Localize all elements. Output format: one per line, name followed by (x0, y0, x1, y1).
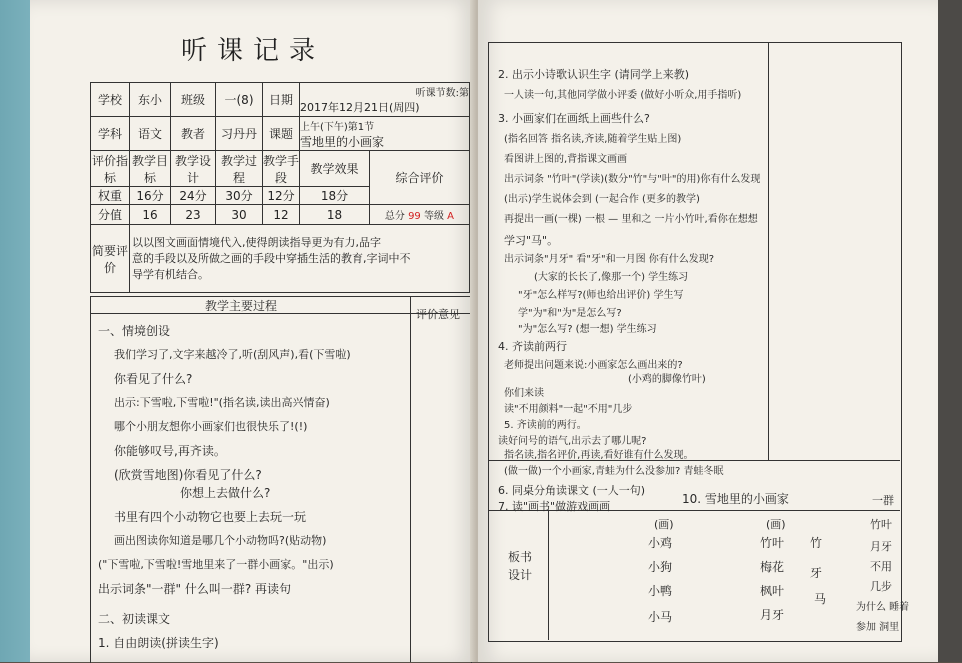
class-value: 一(8) (216, 83, 263, 117)
right-line-17: (小鸡的脚像竹叶) (628, 374, 706, 385)
board-col4-item-4: 几步 (870, 580, 892, 593)
right-line-5: 看图讲上图的,背指课文画画 (504, 154, 628, 165)
score-4: 12 (263, 205, 300, 225)
right-opinion-divider (768, 42, 769, 460)
right-page (478, 0, 938, 662)
score-5: 18 (300, 205, 370, 225)
board-label: 板书设计 (508, 550, 533, 582)
right-line-16: 老师提出问题来说:小画家怎么画出来的? (504, 360, 683, 371)
period: 上午(下午)第1节 (300, 121, 375, 133)
right-line-2: 一人读一句,其他同学做小评委 (做好小听众,用手指听) (504, 90, 742, 101)
eval-label: 评价指标 (91, 151, 130, 187)
board-col1-head: (画) (654, 518, 674, 531)
opinion-header: 评价意见 (416, 308, 460, 321)
board-col2-item-2: 梅花 (760, 560, 785, 574)
right-line-8: 再提出一画(一棵) 一根 — 里和之 一片小竹叶,看你在想想 (504, 214, 758, 225)
process-header-line (90, 313, 470, 314)
right-line-13: 学"为"和"为"是怎么写? (518, 308, 622, 319)
left-line-4: 出示:下雪啦,下雪啦!"(指名读,读出高兴情奋) (114, 396, 330, 409)
weight-4: 12分 (263, 187, 300, 205)
board-col1-item-4: 小马 (648, 610, 673, 624)
teacher-label: 教者 (171, 117, 216, 151)
school-label: 学校 (91, 83, 130, 117)
left-line-7: (欣赏雪地图)你看见了什么? (114, 468, 262, 482)
weight-3: 30分 (216, 187, 263, 205)
comment-text (130, 225, 470, 293)
right-line-20: 5. 齐读前的两行。 (504, 420, 587, 431)
eval-col-6: 综合评价 (369, 151, 469, 205)
left-line-3: 你看见了什么? (114, 372, 193, 386)
weight-2: 24分 (171, 187, 216, 205)
header-table (90, 82, 470, 293)
eval-col-3: 教学过程 (216, 151, 263, 187)
right-line-11: (大家的长长了,像那一个) 学生练习 (534, 272, 689, 283)
board-col1-item-2: 小狗 (648, 560, 673, 574)
topic-cell (300, 117, 470, 151)
right-line-18: 你们来读 (504, 388, 544, 399)
subject-label: 学科 (91, 117, 130, 151)
right-line-12: "牙"怎么样写?(师也给出评价) 学生写 (518, 290, 684, 301)
date-cell (300, 83, 470, 117)
right-line-7: (出示)学生说体会到 (一起合作 (更多的教学) (504, 194, 700, 205)
right-line-19: 读"不用颜料"一起"不用"几步 (504, 404, 633, 415)
right-line-14: "为"怎么写? (想一想) 学生练习 (518, 324, 657, 335)
board-col3-item-2: 牙 (810, 566, 823, 580)
grade-value: A (447, 211, 455, 222)
board-col2-item-3: 枫叶 (760, 584, 785, 598)
total-grade-cell (369, 205, 469, 225)
subject-value: 语文 (130, 117, 171, 151)
class-label: 班级 (171, 83, 216, 117)
right-line-1: 2. 出示小诗歌认识生字 (请同学上来教) (498, 68, 690, 81)
board-col3-item-1: 竹 (810, 536, 823, 550)
right-line-9: 学习"马"。 (504, 234, 559, 247)
comment-line-1: 以以图文画面情境代入,使得朗读指导更为有力,品字 (132, 235, 381, 249)
right-line-23: (做一做)一个小画家,青蛙为什么没参加? 青蛙冬眠 (504, 466, 724, 477)
left-line-9: 书里有四个小动物它也要上去玩一玩 (114, 510, 307, 524)
left-line-13: 二、初读课文 (98, 612, 171, 626)
right-line-15: 4. 齐读前两行 (498, 340, 567, 353)
school-value: 东小 (130, 83, 171, 117)
left-line-8: 你想上去做什么? (180, 486, 271, 500)
board-col4-item-1: 竹叶 (870, 518, 892, 531)
left-line-2: 我们学习了,文字来越冷了,听(刮风声),看(下雪啦) (114, 348, 351, 361)
board-col3-item-3: 马 (814, 592, 827, 606)
teacher-value: 习丹丹 (216, 117, 263, 151)
left-line-11: ("下雪啦,下雪啦!雪地里来了一群小画家。"出示) (98, 558, 334, 571)
grade-label: 等级 (423, 211, 444, 222)
board-col2-item-1: 竹叶 (760, 536, 785, 550)
eval-col-2: 教学设计 (171, 151, 216, 187)
right-line-21: 读好问号的语气,出示去了哪儿呢? (498, 436, 647, 447)
total-label: 总分 (384, 211, 405, 222)
comment-label: 简要评价 (91, 225, 130, 293)
right-line-25: 7. 读"画书"做游戏画画 (498, 500, 611, 513)
right-line-10: 出示词条"月牙" 看"牙"和一月图 你有什么发现? (504, 254, 715, 265)
page-title: 听课记录 (180, 36, 325, 66)
score-3: 30 (216, 205, 263, 225)
board-col4-head: 一群 (872, 494, 894, 507)
left-line-5: 哪个小朋友想你小画家们也很快乐了!(!) (114, 420, 308, 433)
date-value: 2017年12月21日(周四) (300, 101, 420, 114)
right-line-6: 出示词条 "竹叶"(学读)(数分"竹"与"叶"的用)你有什么发现 (504, 174, 761, 185)
score-label: 分值 (91, 205, 130, 225)
left-line-12: 出示词条"一群" 什么叫一群? 再读句 (98, 582, 292, 596)
eval-col-5: 教学效果 (300, 151, 370, 187)
count-label: 听课节数:第 (415, 88, 469, 99)
weight-5: 18分 (300, 187, 370, 205)
left-line-14: 1. 自由朗读(拼读生字) (98, 636, 219, 650)
weight-label: 权重 (91, 187, 130, 205)
score-1: 16 (130, 205, 171, 225)
board-col2-item-4: 月牙 (760, 608, 785, 622)
board-col1-item-3: 小鸭 (648, 584, 673, 598)
board-title: 10. 雪地里的小画家 (682, 492, 789, 506)
total-value: 99 (408, 211, 421, 222)
weight-1: 16分 (130, 187, 171, 205)
comment-line-3: 导学有机结合。 (132, 267, 209, 281)
score-2: 23 (171, 205, 216, 225)
board-col2-head: (画) (766, 518, 786, 531)
comment-line-2: 意的手段以及所做之画的手段中穿插生活的教育,字词中不 (132, 251, 411, 265)
eval-col-1: 教学目标 (130, 151, 171, 187)
left-line-6: 你能够叹号,再齐读。 (114, 444, 226, 458)
board-col1-item-1: 小鸡 (648, 536, 673, 550)
right-line-24: 6. 同桌分角读课文 (一人一句) (498, 484, 646, 497)
left-line-10: 画出图读你知道是哪几个小动物吗?(贴动物) (114, 534, 327, 547)
date-label: 日期 (263, 83, 300, 117)
board-label-divider (548, 510, 549, 640)
board-col4-item-5: 为什么 睡着 (856, 602, 910, 613)
right-line-3: 3. 小画家们在画纸上画些什么? (498, 112, 650, 125)
board-col4-item-6: 参加 洞里 (856, 622, 900, 633)
opinion-divider (410, 296, 411, 662)
process-header: 教学主要过程 (205, 299, 278, 313)
eval-col-4: 教学手段 (263, 151, 300, 187)
right-line-4: (指名回答 指名读,齐读,随着学生贴上图) (504, 134, 682, 145)
board-col4-item-3: 不用 (870, 560, 892, 573)
left-line-1: 一、情境创设 (98, 324, 171, 338)
topic-label: 课题 (263, 117, 300, 151)
topic-value: 雪地里的小画家 (300, 134, 385, 149)
left-page (30, 0, 476, 662)
board-col4-item-2: 月牙 (870, 540, 892, 553)
right-line-22: 指名读,指名评价,再读,看好谁有什么发现。 (504, 450, 694, 461)
